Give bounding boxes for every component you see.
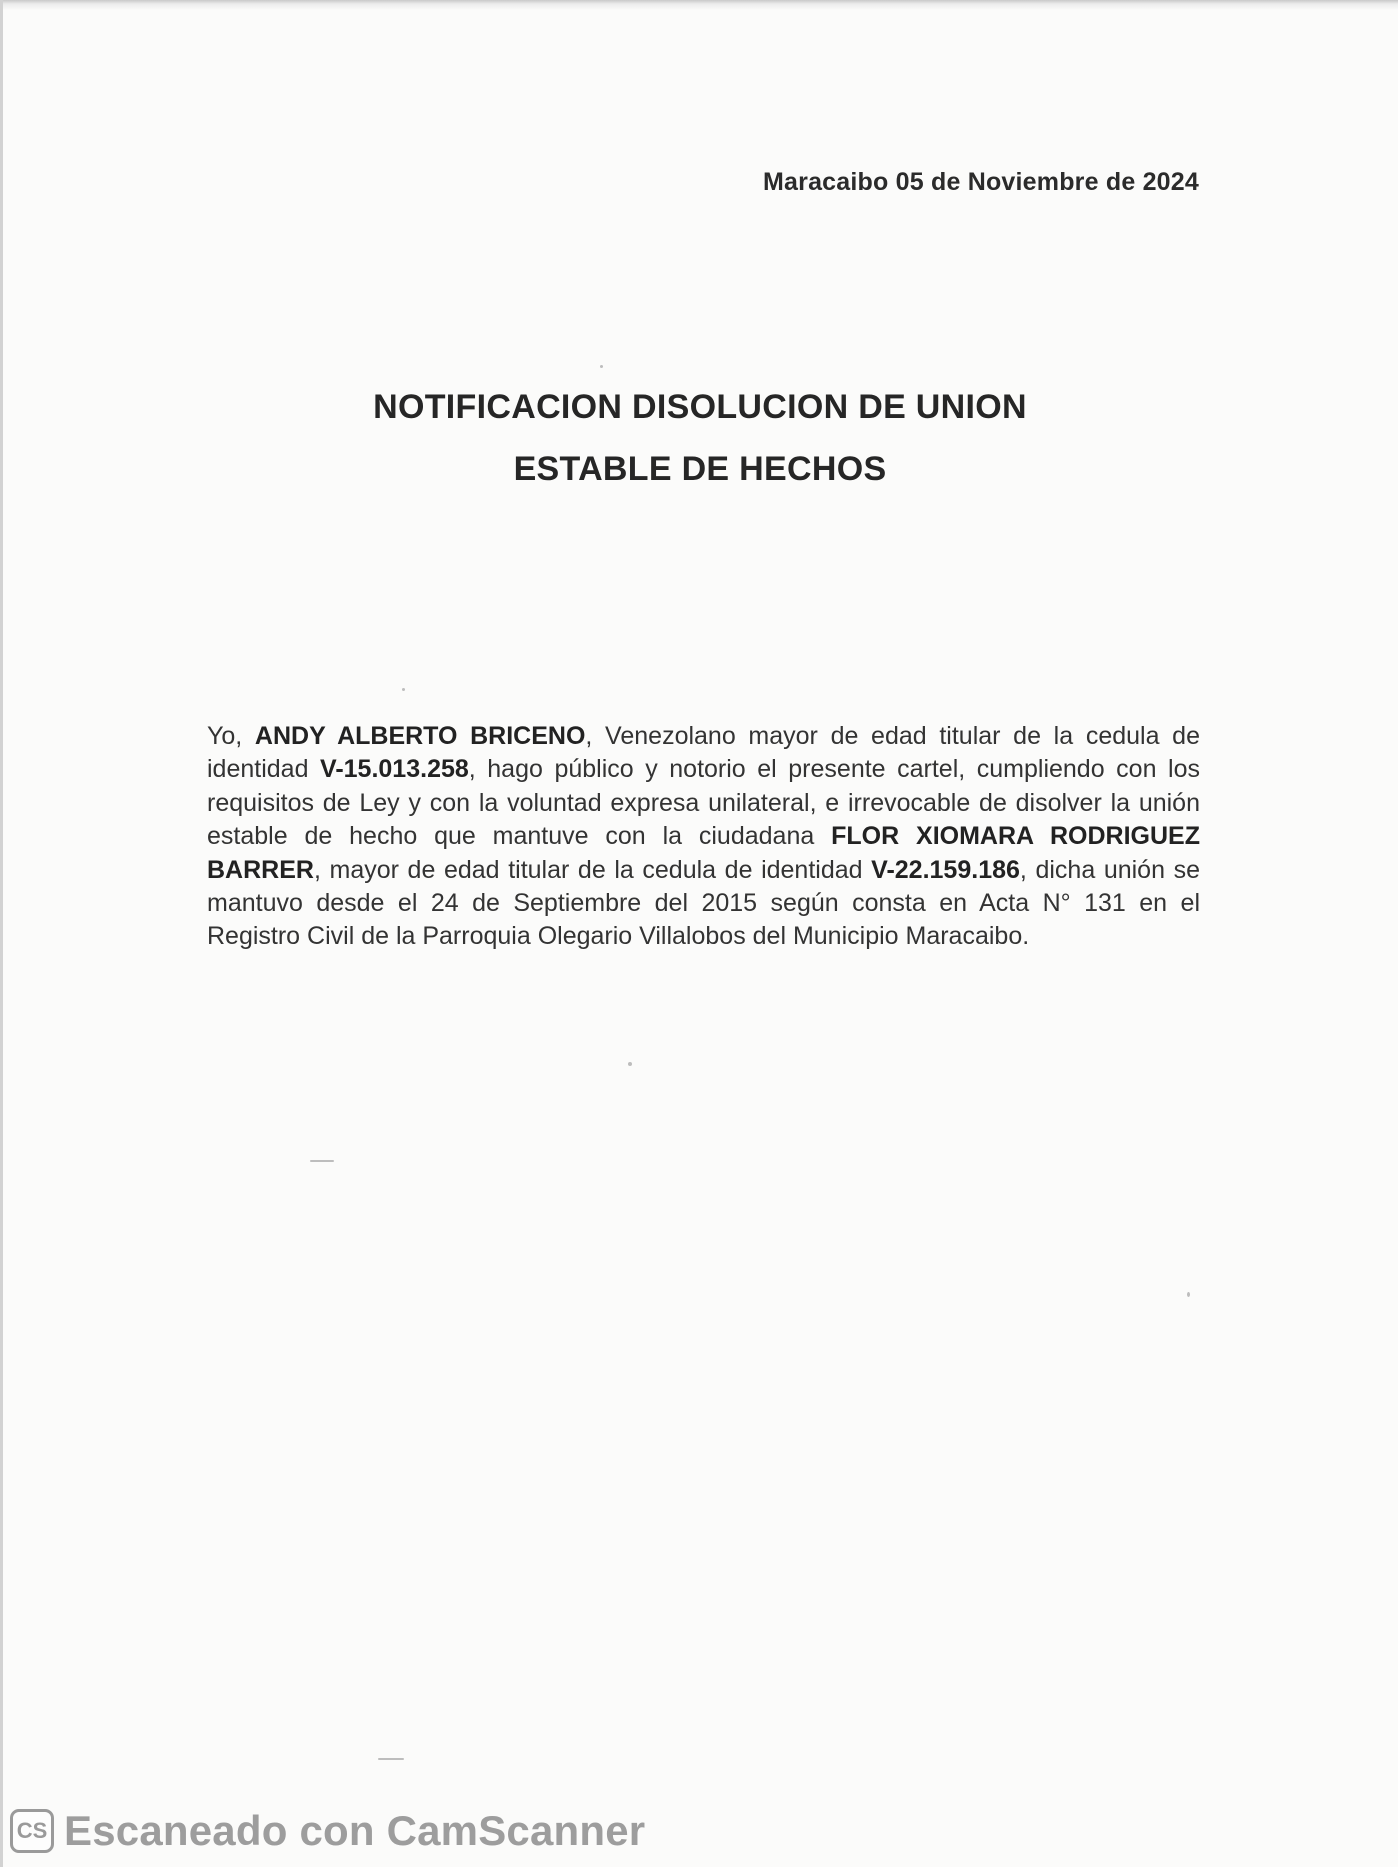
declarant-id-number: V-15.013.258 [320,755,469,784]
scan-speck [310,1160,334,1162]
body-text-segment: , dicha unión se mantuvo desde el 24 de Septiembre del 2015 según consta en Acta N° 131 en el Registro Civil de la Parroquia Olegario Villalobos del Municipio Maracaibo. [207,855,1200,951]
scan-speck [1187,1292,1190,1297]
body-text-segment: , mayor de edad titular de la cedula de identidad [313,855,872,884]
date-line: Maracaibo 05 de Noviembre de 2024 [763,168,1199,196]
camscanner-watermark [10,1806,645,1856]
partner-id-number: V-22.159.186 [871,855,1020,884]
scan-speck [628,1062,632,1066]
scan-speck [378,1758,404,1760]
body-text-segment: , hago público y notorio el presente cartel, cumpliendo con los requisitos de Ley y con la voluntad expresa unilateral, e irrevocable de disolver la unión estable de hecho que mantuve con la ciudadana [207,755,1200,851]
scan-left-edge [0,0,3,1867]
scan-speck [600,365,603,368]
camscanner-watermark-text: Escaneado con CamScanner [64,1807,646,1854]
scan-top-edge [0,0,1398,10]
declarant-name: ANDY ALBERTO BRICENO [254,722,586,750]
camscanner-logo-icon: CS [10,1809,54,1853]
body-paragraph [207,720,1200,954]
document-title-line-2: ESTABLE DE HECHOS [513,450,887,488]
document-title-line-1: NOTIFICACION DISOLUCION DE UNION [373,388,1027,426]
body-text-segment: , Venezolano mayor de edad titular de la cedula de identidad [207,722,1200,784]
body-text-segment: Yo, [207,722,255,750]
scan-speck [402,688,405,691]
partner-name: FLOR XIOMARA RODRIGUEZ BARRER [207,822,1201,884]
